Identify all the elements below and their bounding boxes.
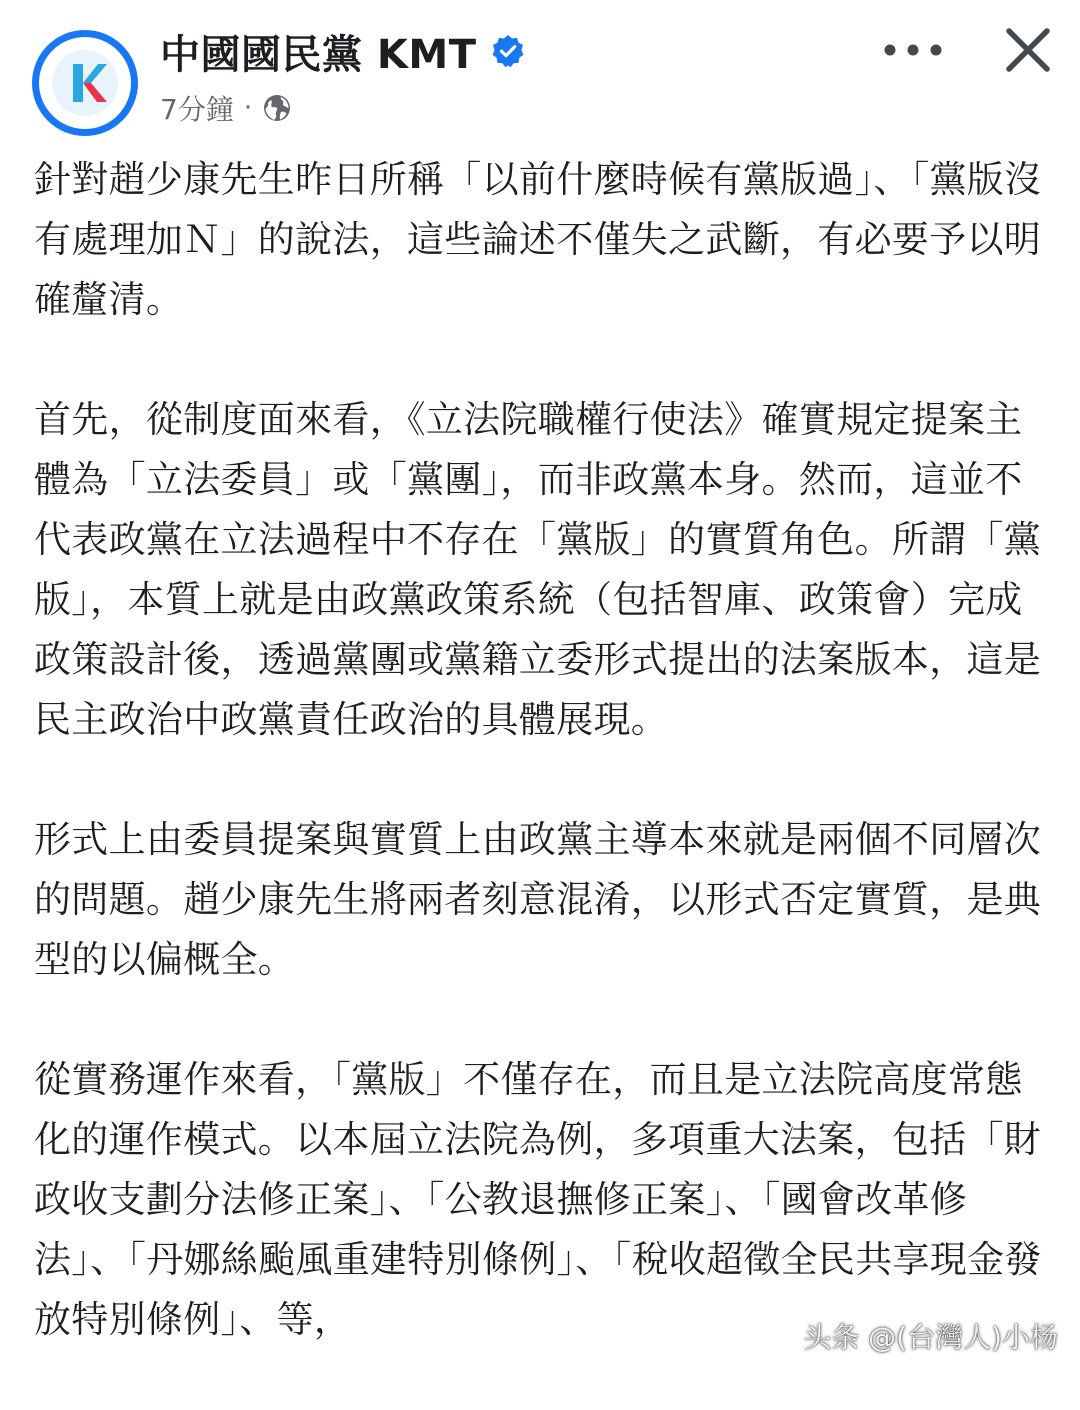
close-icon <box>1004 26 1052 74</box>
page-avatar[interactable] <box>32 30 138 136</box>
page-name[interactable]: 中國國民黨 KMT <box>160 31 477 78</box>
post-paragraph: 針對趙少康先生昨日所稱「以前什麼時候有黨版過」、「黨版沒有處理加Ｎ」的說法，這些論述不僅失之武斷，有必要予以明確釐清。 <box>34 158 1042 321</box>
post-paragraph: 從實務運作來看，「黨版」不僅存在，而且是立法院高度常態化的運作模式。以本屆立法院為例，多項重大法案，包括「財政收支劃分法修正案」、「公教退撫修正案」、「國會改革修法」、「丹娜絲颱風重建特別條例」、「稅收超徵全民共享現金發放特別條例」、等， <box>34 1058 1042 1341</box>
kmt-logo-svg <box>52 50 118 116</box>
watermark: 头条 @(台灣人)小杨 <box>803 1321 1058 1354</box>
post-paragraph: 形式上由委員提案與實質上由政黨主導本來就是兩個不同層次的問題。趙少康先生將兩者刻意混淆，以形式否定實質，是典型的以偏概全。 <box>34 818 1042 981</box>
close-button[interactable] <box>996 18 1060 82</box>
post-body <box>34 150 1046 1410</box>
avatar-ring <box>39 37 131 129</box>
page-name-row <box>160 22 525 80</box>
verified-badge-icon <box>491 34 525 68</box>
meta-separator: · <box>243 93 253 123</box>
more-options-icon <box>882 42 944 58</box>
post-timestamp[interactable]: 7分鐘 <box>160 93 234 126</box>
post-meta-row <box>160 86 292 130</box>
more-options-button[interactable] <box>880 26 946 74</box>
kmt-logo-icon <box>52 50 118 116</box>
globe-icon <box>262 93 292 123</box>
post-paragraph: 首先，從制度面來看，《立法院職權行使法》確實規定提案主體為「立法委員」或「黨團」，而非政黨本身。然而，這並不代表政黨在立法過程中不存在「黨版」的實質角色。所謂「黨版」，本質上就是由政黨政策系統（包括智庫、政策會）完成政策設計後，透過黨團或黨籍立委形式提出的法案版本，這是民主政治中政黨責任政治的具體展現。 <box>34 398 1042 741</box>
post-header <box>0 0 1080 150</box>
